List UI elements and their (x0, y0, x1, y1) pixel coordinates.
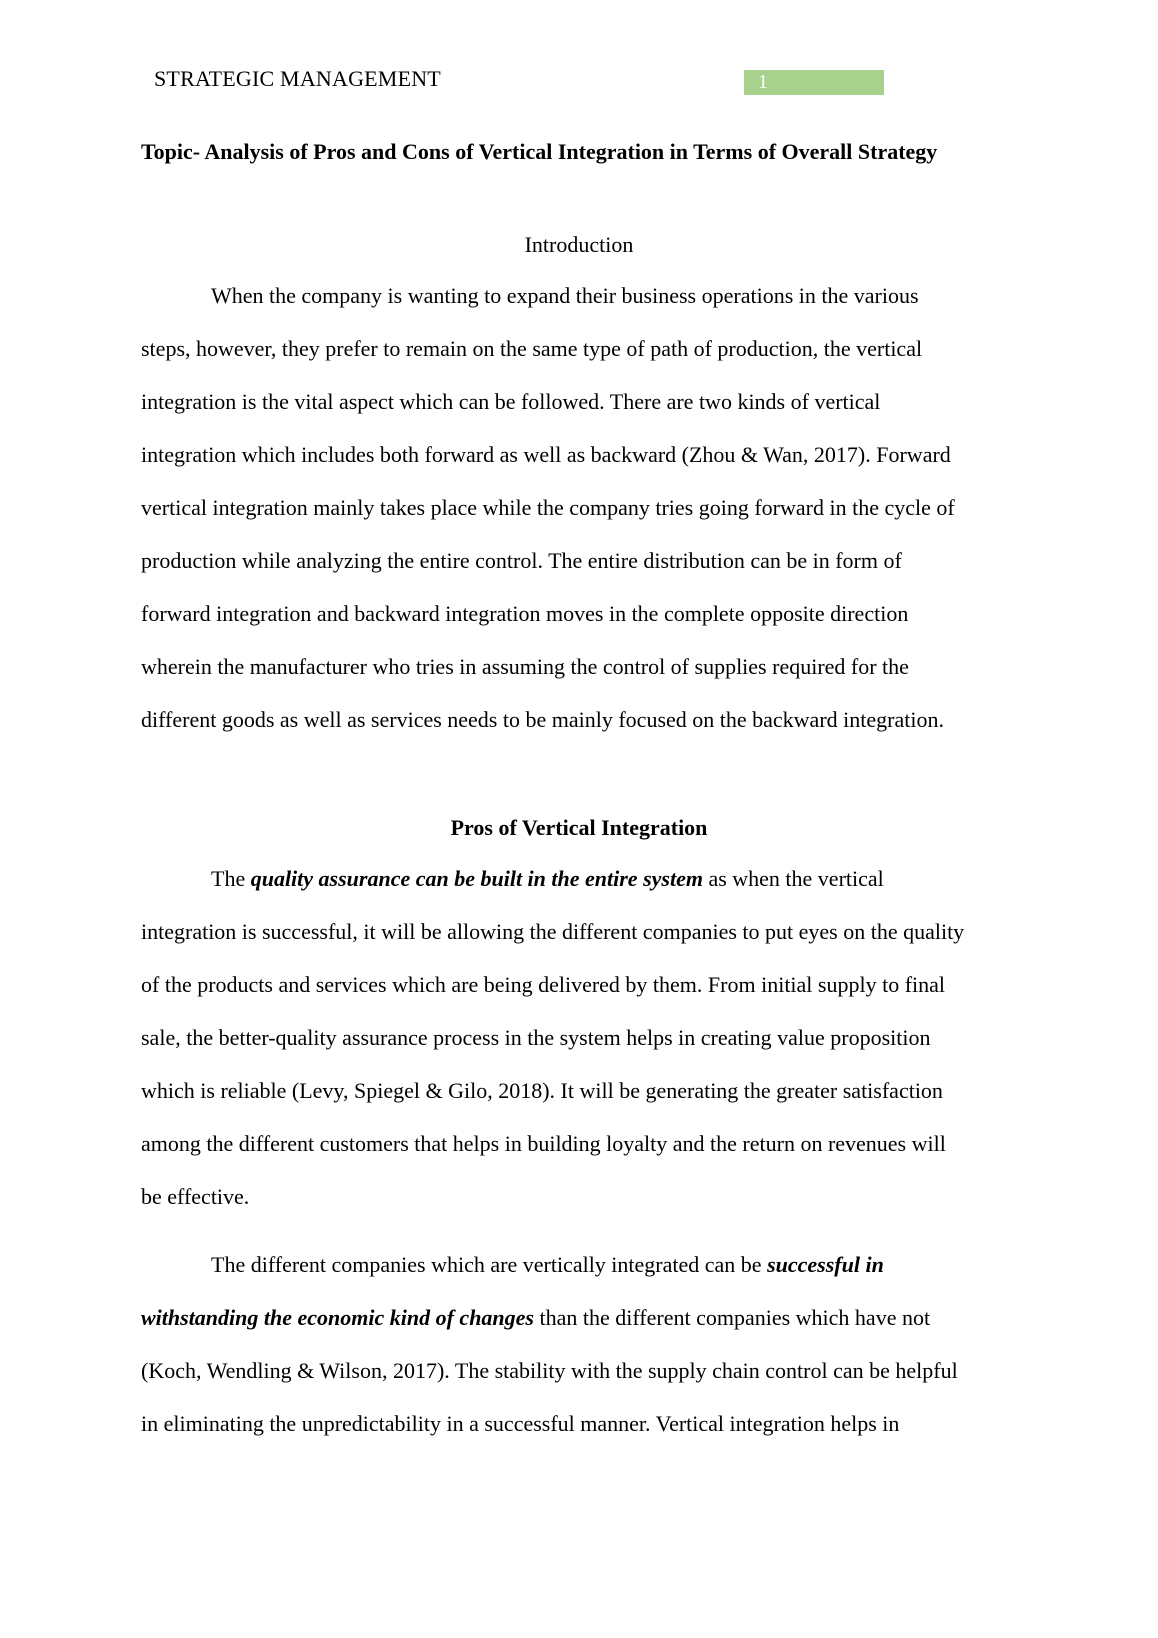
pros-para1-line: sale, the better-quality assurance process in the system helps in creating value proposition (141, 1025, 931, 1050)
text-run: as when the vertical (702, 866, 884, 891)
intro-line: vertical integration mainly takes place while the company tries going forward in the cycle of (141, 495, 955, 520)
pros-para2-line: in eliminating the unpredictability in a successful manner. Vertical integration helps in (141, 1411, 900, 1436)
intro-line: integration is the vital aspect which can be followed. There are two kinds of vertical (141, 389, 881, 414)
intro-line: different goods as well as services needs to be mainly focused on the backward integration. (141, 707, 944, 732)
intro-line: integration which includes both forward as well as backward (Zhou & Wan, 2017). Forward (141, 442, 951, 467)
text-run: The different companies which are vertically integrated can be (211, 1252, 768, 1277)
pros-para1-line: be effective. (141, 1184, 250, 1209)
pros-para1-line: integration is successful, it will be allowing the different companies to put eyes on the quality (141, 919, 965, 944)
intro-line: forward integration and backward integration moves in the complete opposite direction (141, 601, 909, 626)
running-head: STRATEGIC MANAGEMENT (154, 66, 441, 91)
text-run: The (211, 866, 251, 891)
pros-heading: Pros of Vertical Integration (450, 815, 708, 840)
emphasis-text: withstanding the economic kind of changes (141, 1305, 534, 1330)
intro-line: When the company is wanting to expand their business operations in the various (211, 283, 919, 308)
emphasis-text: successful in (767, 1252, 884, 1277)
text-run: than the different companies which have not (534, 1305, 931, 1330)
pros-para2-line: (Koch, Wendling & Wilson, 2017). The stability with the supply chain control can be helpful (141, 1358, 958, 1383)
pros-para1-line: which is reliable (Levy, Spiegel & Gilo, 2018). It will be generating the greater satisfaction (141, 1078, 943, 1103)
intro-line: production while analyzing the entire control. The entire distribution can be in form of (141, 548, 902, 573)
pros-para1-line: among the different customers that helps in building loyalty and the return on revenues will (141, 1131, 946, 1156)
intro-line: wherein the manufacturer who tries in assuming the control of supplies required for the (141, 654, 909, 679)
emphasis-text: quality assurance can be built in the entire system (250, 866, 703, 891)
page-number: 1 (744, 70, 884, 95)
intro-line: steps, however, they prefer to remain on the same type of path of production, the vertical (141, 336, 923, 361)
pros-para1-line: of the products and services which are being delivered by them. From initial supply to final (141, 972, 946, 997)
introduction-heading: Introduction (524, 232, 634, 257)
pros-para2-line2 (141, 1305, 930, 1331)
pros-para1-line1 (211, 866, 884, 892)
pros-para2-line1 (211, 1252, 884, 1278)
topic-title: Topic- Analysis of Pros and Cons of Vertical Integration in Terms of Overall Strategy (141, 139, 938, 164)
